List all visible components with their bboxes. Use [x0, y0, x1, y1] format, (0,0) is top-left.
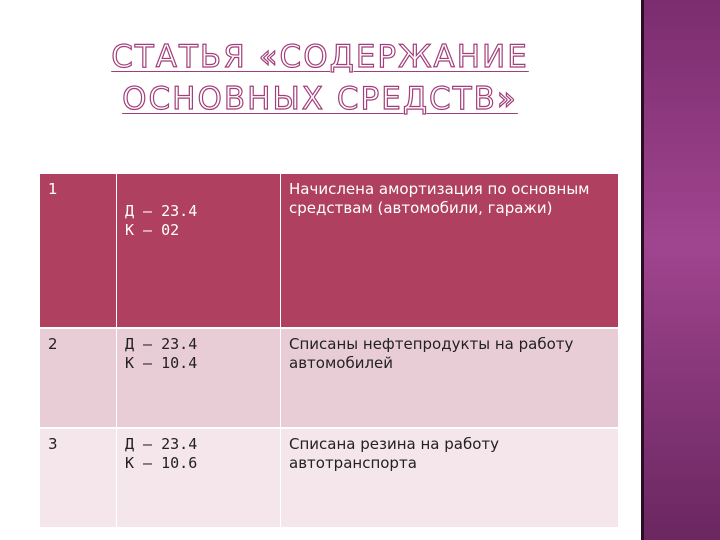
table-row: [40, 428, 618, 528]
account-entry: [117, 174, 281, 328]
accounting-entries-table: [40, 174, 618, 529]
account-entry: [117, 428, 281, 528]
credit-account: К – 10.6: [125, 454, 198, 472]
slide-title: [100, 36, 540, 120]
entry-description: Начислена амортизация по основным средствам (автомобили, гаражи): [281, 174, 619, 328]
row-number: 3: [40, 428, 117, 528]
slide-title-line-1: СТАТЬЯ «СОДЕРЖАНИЕ: [111, 39, 529, 75]
credit-account: К – 10.4: [125, 354, 198, 372]
debit-account: Д – 23.4: [125, 335, 198, 353]
slide-title-line-2: ОСНОВНЫХ СРЕДСТВ»: [122, 81, 518, 117]
account-entry: [117, 328, 281, 428]
credit-account: К – 02: [125, 221, 180, 239]
entry-description: Списаны нефтепродукты на работу автомобилей: [281, 328, 619, 428]
entry-description: Списана резина на работу автотранспорта: [281, 428, 619, 528]
row-number: 1: [40, 174, 117, 328]
decorative-side-panel: [641, 0, 720, 540]
table-row: [40, 328, 618, 428]
table-row: [40, 174, 618, 328]
debit-account: Д – 23.4: [125, 435, 198, 453]
row-number: 2: [40, 328, 117, 428]
debit-account: Д – 23.4: [125, 202, 198, 220]
side-panel-edge: [641, 0, 644, 540]
